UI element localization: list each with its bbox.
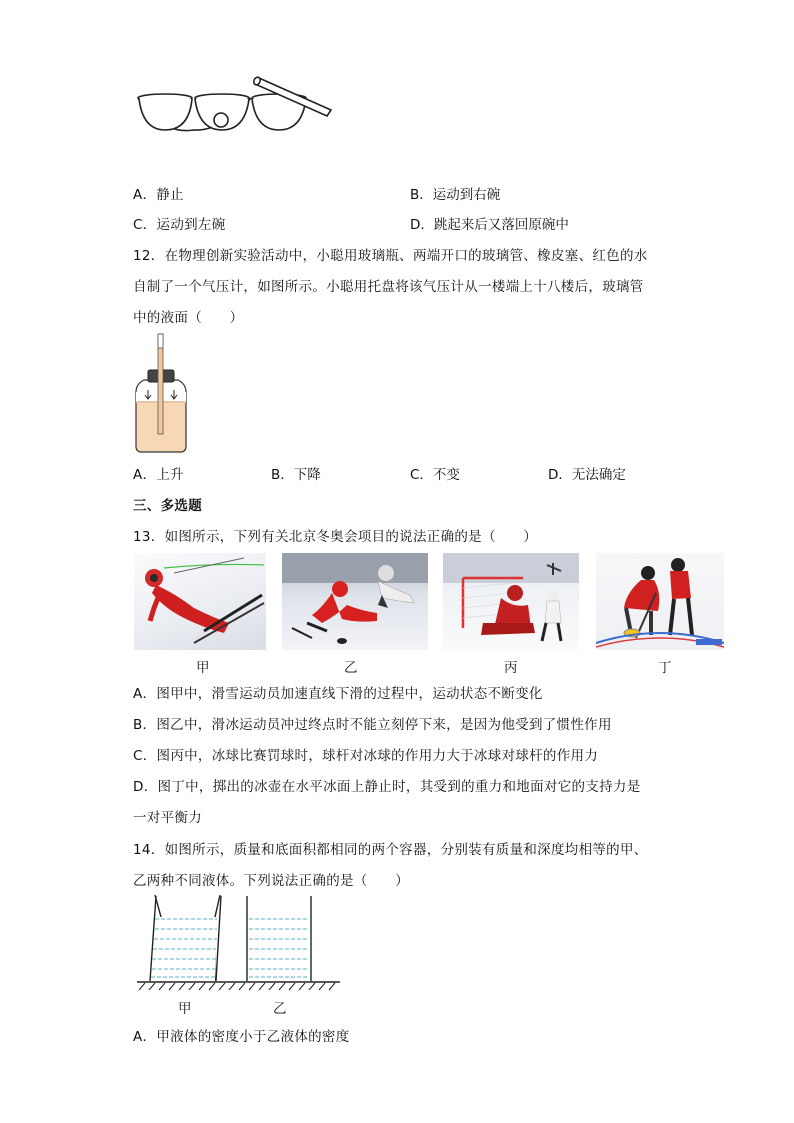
q14-stem-line2: 乙两种不同液体。下列说法正确的是（ ） <box>133 873 409 889</box>
q13-stem: 13．如图所示，下列有关北京冬奥会项目的说法正确的是（ ） <box>133 529 538 545</box>
photo-skiing <box>134 553 266 650</box>
q12-stem-line2: 自制了一个气压计，如图所示。小聪用托盘将该气压计从一楼端上十八楼后，玻璃管 <box>133 279 644 295</box>
q14-caption-jia: 甲 <box>178 1001 192 1017</box>
q12-stem-line1: 12．在物理创新实验活动中，小聪用玻璃瓶、两端开口的玻璃管、橡皮塞、红色的水 <box>133 248 648 264</box>
q12-option-c: C．不变 <box>410 467 460 483</box>
q12-option-a: A．上升 <box>133 467 184 483</box>
caption-bing: 丙 <box>504 660 518 676</box>
q14-stem-line1: 14．如图所示，质量和底面积都相同的两个容器，分别装有质量和深度均相等的甲、 <box>133 842 648 858</box>
q13-option-c: C．图丙中，冰球比赛罚球时，球杆对冰球的作用力大于冰球对球杆的作用力 <box>133 748 599 764</box>
q13-option-b: B．图乙中，滑冰运动员冲过终点时不能立刻停下来，是因为他受到了惯性作用 <box>133 717 612 733</box>
barometer-figure <box>130 332 192 454</box>
caption-ding: 丁 <box>658 660 672 676</box>
q12-stem-line3: 中的液面（ ） <box>133 310 244 326</box>
bowls-figure <box>133 70 343 138</box>
photo-speed-skating <box>282 553 428 650</box>
caption-jia: 甲 <box>196 660 210 676</box>
q12-option-d: D．无法确定 <box>548 467 626 483</box>
q13-option-d-line1: D．图丁中，掷出的冰壶在水平冰面上静止时，其受到的重力和地面对它的支持力是 <box>133 779 641 795</box>
q14-option-a: A．甲液体的密度小于乙液体的密度 <box>133 1029 350 1045</box>
containers-figure <box>135 893 345 995</box>
photo-ice-hockey <box>443 553 579 650</box>
q11-option-c: C．运动到左碗 <box>133 217 226 233</box>
photo-curling <box>596 553 724 650</box>
caption-yi: 乙 <box>344 660 358 676</box>
q14-caption-yi: 乙 <box>273 1001 287 1017</box>
q11-option-d: D．跳起来后又落回原碗中 <box>410 217 569 233</box>
section-title: 三、多选题 <box>133 498 202 514</box>
q12-option-b: B．下降 <box>271 467 321 483</box>
q13-option-d-line2: 一对平衡力 <box>133 810 202 826</box>
q13-option-a: A．图甲中，滑雪运动员加速直线下滑的过程中，运动状态不断变化 <box>133 686 543 702</box>
q11-option-a: A．静止 <box>133 187 184 203</box>
q11-option-b: B．运动到右碗 <box>410 187 501 203</box>
